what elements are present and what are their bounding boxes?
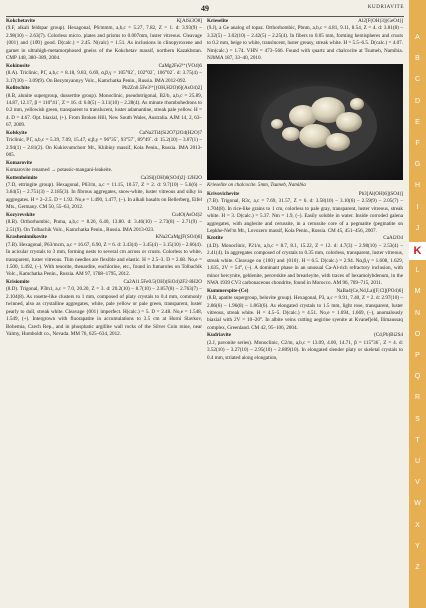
photo-caption: Krieselite on chalcocite. 5mm, Tsumeb, Namibia — [207, 181, 306, 188]
mineral-formula: Cu4O(AsO4)2 — [171, 211, 202, 218]
mineral-name: Kokinosite — [6, 62, 30, 69]
mineral-entry-header — [6, 175, 202, 182]
mineral-description: (7.D, ettringite group). Hexagonal, P63/m, a,c = 11.15, 10.57, Z = 2. d: 9.7(10) – 5.6(6) – 3.84(5) – 2.751(3) – 2.185(3). In fibrous aggregates, snow-white, luster vitreous and silky in aggregates. H = 2–2.5. D = 1.92. No,e = 1.490, 1.477, (–). In alkali basalts on Bellerberg, Eifel Mts., Germany. CM 50, 55–63, 2012. — [6, 181, 202, 211]
right-column-top — [207, 18, 403, 63]
alphabet-index-letter-h: H — [414, 182, 421, 190]
alphabet-index-letter-j: J — [415, 224, 420, 232]
mineral-description: Triclinic, P1̄, a,b,c = 5.39, 7.09, 15.47, α,β,γ = 96°35´, 93°57´, 89°49´. d: 15.2(10) – 3.07(1) – 2.94(1) – 2.81(2). On Kukisvumchorr Mt., Khibiny massif, Kola Penin., Russia. IMA 2013-005. — [6, 137, 202, 159]
alphabet-index-letter-t: T — [415, 436, 420, 444]
alphabet-index-letter-n: N — [414, 309, 421, 317]
alphabet-index-letter-e: E — [415, 118, 420, 126]
mineral-entry-header — [6, 85, 202, 92]
page-number: 49 — [201, 4, 209, 13]
mineral-entry — [6, 63, 202, 85]
mineral-entry — [6, 160, 202, 175]
alphabet-index-letter-r: R — [414, 394, 421, 402]
mineral-description: (9.J), a Ge analog of topaz. Orthorhombic, Pbnm, a,b,c = 4.81, 9.11, 8.54, Z = 4. d: 3.81(8) – 3.32(5) – 3.02(10) – 2.42(5) – 2.25(4). In fibers to 0.05 mm, forming hemispheres and crusts to 0.2 mm, beige to white, translucent, luster greasy, streak white. H = 5.5–6.5. D(calc.) = 4.07. Nm(calc.) = 1.74. VHN = 473–566. Found with quartz and chalcocite at Tsumeb, Namibia. NJbMA 187, 33–40, 2010. — [207, 25, 403, 62]
mineral-description: (7.B). Hexagonal, P63/mcm, a,c = 16.67, 6.90, Z = 6. d: 3.43(4) – 3.45(4) – 3.15(10) – 2.66(4). In acicular crystals to 3 mm, forming nests to several cm across or crusts. Colorless to white, transparent, luster vitreous. Thin needles are flexible and elastic. H = 2.5–3. D = 2.68. No,e = 1.500, 1.492, (–). With tenorite, thenardite, euchlorine, etc., found in fumaroles on Tolbachik Volc., Kamchatka Penin., Russia. AM 97, 1788–1795, 2012. — [6, 241, 202, 278]
mineral-entry — [6, 18, 202, 63]
mineral-entry — [6, 130, 202, 160]
alphabet-index-letter-z: Z — [415, 564, 420, 571]
page-header — [6, 4, 404, 16]
mineral-entry-header — [207, 235, 403, 242]
mineral-description: (8.B, apatite supergroup, belovite group). Hexagonal, P3, a,c = 9.91, 7.40, Z = 2. d: 2.97(10) – 2.86(6) – 1.96(8) – 1.863(6). As elongated crystals to 1.5 mm, light rose, transparent, luster vitreous, streak white. H = 4.5–5. D(calc.) = 4.51. No,e = 1.694, 1.669, (–), anomalously biaxial with 2V = 10–20°. In albite veins cutting aegirine syenite at Kvanefjeld, Ilimaussaq complex, Greenland. CM 42, 95–106, 2004. — [207, 295, 403, 331]
alphabet-index-letter-q: Q — [414, 373, 421, 381]
mineral-name: Kozyrevskite — [6, 211, 35, 218]
mineral-entry — [6, 85, 202, 130]
mineral-name: Krotite — [207, 235, 223, 242]
mineral-formula: (Cd,Pb)Bi2S4 — [374, 332, 403, 339]
alphabet-index-letter-p: P — [415, 352, 420, 359]
mineral-description: (8.B). Orthorhombic, Pnma, a,b,c = 8.26, 6.40, 13.80. d: 3.46(10) – 2.73(8) – 2.71(9) – 2.51(9). On Tolbachik Volc., Kamchatka Penin., Russia. IMA 2013-023. — [6, 219, 202, 233]
mineral-formula: CaMg2Fe2³⁺(VO4)6 — [158, 62, 202, 69]
mineral-description: (9.F, alkali feldspar group). Hexagonal, P6/mmm, a,b,c = 5.27, 7.82, Z = 1. d: 3.93(9) – 2.98(10) – 2.63(7). Colorless micro. plates and prisms to 0.007mm, luster vitreous. Cleavage {001} and {10̄0} good. D(calc.) = 2.45. N(calc) = 1.51. As inclusions in clinopyroxene and garnet in ultrahigh-metamorphosed gneiss of the Kokchetav massif, northern Kazakhstan. CMP 148, 380–389, 2004. — [6, 25, 202, 62]
mineral-name: Krisiomite — [6, 278, 30, 285]
mineral-name: Komarovite — [6, 159, 33, 166]
mineral-description: Komarovite renamed → potassic-mangani-leakeite. — [6, 167, 113, 174]
alphabet-index-letter-u: U — [414, 458, 421, 465]
alphabet-index-strip — [409, 0, 426, 608]
mineral-entry — [207, 288, 403, 333]
mineral-name: Kolskyite — [6, 129, 27, 136]
mineral-description: (2.J, pavonite series). Monoclinic, C2/m, a,b,c = 13.09, 4.00, 14.71, β = 115°36´, Z = 4. d: 3.52(10) – 3.27(10) – 2.95(10) – 2.809(10). In elongated slender platy or skeletal crystals to 0.4 mm, striated along elongation, — [207, 339, 403, 361]
mineral-formula: CaAl2O4 — [383, 235, 403, 242]
mineral-entry — [6, 279, 202, 339]
alphabet-index-letter-f: F — [415, 140, 420, 147]
left-column — [6, 18, 202, 338]
alphabet-index-letter-i: I — [416, 203, 419, 211]
alphabet-index-letter-s: S — [415, 415, 420, 423]
mineral-formula: NaBa4(Ce,Nd,La)[F,Cl](PO4)6] — [336, 287, 403, 294]
mineral-name: Kottenheimite — [6, 174, 38, 181]
alphabet-index-letter-y: Y — [415, 542, 420, 550]
mineral-specimen-graphic — [207, 64, 403, 180]
mineral-formula: Ca2Al1.5Fe0.5(OH)(SiO4)2F2·8H2O — [123, 278, 202, 285]
right-column-bottom — [207, 191, 403, 362]
mineral-formula: Ca3Si[(OH)6(SO4)2]·12H2O — [140, 174, 202, 181]
mineral-entry — [6, 175, 202, 212]
mineral-entry — [6, 212, 202, 234]
alphabet-index-letter-a: A — [415, 34, 420, 41]
header-rule — [6, 16, 404, 17]
right-column — [207, 18, 403, 362]
alphabet-index-letter-d: D — [414, 97, 421, 105]
mineral-entry — [207, 332, 403, 362]
mineral-name: Kudriavite — [207, 332, 231, 339]
alphabet-index-letter-c: C — [414, 76, 421, 84]
mineral-entry-header — [6, 160, 202, 167]
alphabet-index-letter-l: L — [415, 267, 420, 275]
mineral-formula: CaNa2Ti4(Si2O7)2O4(H2O)7 — [139, 129, 202, 136]
mineral-formula: KNa2CaMg[F(SO4)6] — [155, 234, 202, 241]
alphabet-index-letter-o: O — [414, 330, 421, 338]
running-head: KUDRIAVITE — [367, 5, 404, 10]
mineral-entry — [207, 191, 403, 236]
mineral-entry-header — [207, 332, 403, 339]
alphabet-index-letter-b: B — [415, 55, 420, 63]
mineral-name: Krasheninnikovite — [6, 234, 47, 241]
mineral-entry-header — [6, 234, 202, 241]
mineral-entry — [207, 18, 403, 63]
mineral-description: (7.B). Trigonal, R3c, a,c = 7.69, 31.57, Z = 6. d: 3.58(10) – 3.10(6) – 2.59(9) – 2.05(7) – 1.704(8). In rice-like grains to 1 cm, colorless to pale gray, transparent, luster vitreous, streak white. H = 3. D(calc.) = 5.37. Nm = 1.9, (–). Easily soluble in water. Inside corroded galena aggregates, with anglesite and cerussite, in a cerussite core of a pegmatite (pegmatite on Lepkhe-Nel'm Mt., Lovozero massif, Kola Penin., Russia. CM 45, 451–456, 2007. — [207, 198, 403, 234]
mineral-formula: Pb2Zn0.5Fe3³⁺[(OH,H2O)6](AsO4)2] — [122, 85, 202, 92]
mineral-description: (8.A). Triclinic, P1̄, a,b,c = 8.18, 9.83, 6.69, α,β,γ = 105°02´, 102°02´, 106°02´. d: 3.75(4) – 3.17(10) – 3.09(9). On Bezymyannyy Volc., Kamchatka Penin., Russia. IMA 2012-092. — [6, 70, 202, 84]
mineral-name: Kummerspite-(Ce) — [207, 287, 249, 294]
mineral-formula: K[AlSi3O8] — [176, 18, 202, 24]
mineral-name: Krieselite — [207, 18, 229, 24]
alphabet-index-letter-k: K — [409, 242, 426, 260]
mineral-name: Krivovichevite — [207, 190, 240, 197]
mineral-photo — [207, 64, 403, 180]
mineral-description: (8.B, alunite supergroup, dussertite group). Monoclinic, pseudotrigonal, B2/b, a,b,c = 25.89, 14.87, 12.17, β = 110°41´, Z = 16. d: 6.0(5) – 3.11(10) – 2.28(4). As minute rhombohedrons to 0.2 mm, yellowish green, transparent to translucent, luster adamantine, streak pale yellow. H = 4. D = 4.67. Opt. biaxial, (+). From Broken Hill, New South Wales, Australia. AJM 14, 2, 63–67, 2009. — [6, 92, 202, 129]
mineral-formula: Al2[F(OH)3](GeO4)] — [358, 18, 403, 24]
mineral-name: Kolitschite — [6, 85, 30, 92]
alphabet-index-letter-m: M — [414, 288, 421, 296]
alphabet-index-letter-v: V — [415, 479, 420, 487]
mineral-entry — [207, 235, 403, 287]
alphabet-index-letter-x: X — [415, 521, 420, 529]
mineral-entry — [6, 234, 202, 279]
mineral-name: Kokchetavite — [6, 18, 36, 24]
mineral-formula: Pb3[Al(OH)6](SO4)] — [358, 190, 403, 197]
mineral-entry-header — [207, 288, 403, 295]
alphabet-index-letter-g: G — [414, 161, 421, 169]
mineral-description: (4.D). Monoclinic, P21/n, a,b,c = 8.7, 8.1, 15.22, Z = 12. d: 4.7(3) – 2.98(10) – 2.53(4) – 2.41(4). In aggregates composed of crystals to 0.35 mm, colorless, transparent, luster vitreous, streak white. Cleavage on {100} and {010}. H = 6.5. D(calc.) = 2.94. Nα,β,γ = 1.608, 1.629, 1.635, 2V = 54°, (–). A dominant phase in an unusual Ca-Al-rich refractory inclusion, with minor hercynite, gehlenite, perovskite and brearleyite, with traces of hexamolybdenum, in the NWA 1939 CV3 carbonaceous chondrite, found in Morocco. AM 96, 709–715, 2011. — [207, 242, 403, 287]
mineral-description: (8.D). Trigonal, P3̄m1, a,c = 7.0, 20.20, Z = 3. d: 20.2(10) – 8.7(10) – 2.857(8) – 2.763(7) – 2.104(8). As rosette-like clusters to 1 mm, composed of platy crystals to 0.4 mm, commonly twinned, also as crystalline aggregates, white, pale yellow or pale green, transparent, luster pearly to dull, streak white. Cleavage {001} imperfect. H(calc.) = 5. D = 2.48. No,e = 1.548, 1.549, (+). Intergrown with fluorapatite in accumulations to 3.5 cm at Horní Slavkov, Bohemia, Czech Rep., and in phosphatic argillite wall rocks of the Silver Coin mine, near Valmy, Humboldt co., Nevada. MM 76, 625–634, 2012. — [6, 286, 202, 338]
alphabet-index-letter-w: W — [414, 500, 421, 508]
